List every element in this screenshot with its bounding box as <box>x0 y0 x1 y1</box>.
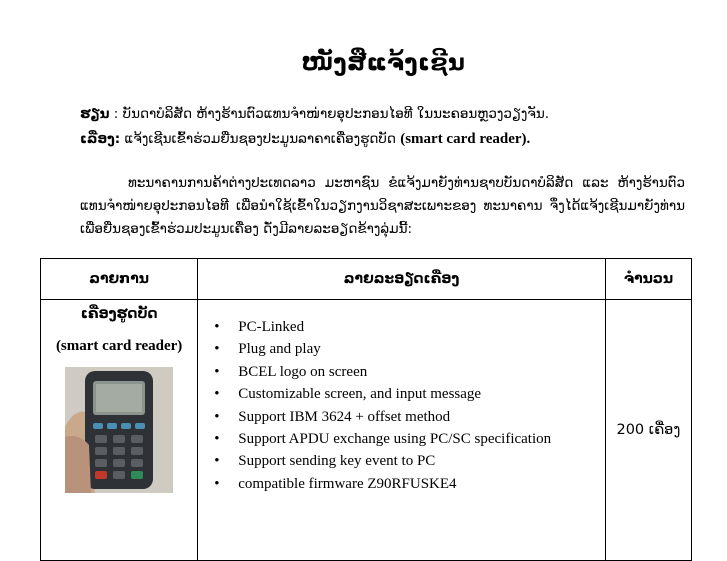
quantity-cell: 200 ເຄື່ອງ <box>605 300 691 561</box>
card-reader-image <box>65 367 173 493</box>
header-details: ລາຍລະອຽດເຄື່ອງ <box>198 259 606 300</box>
list-item: • Support APDU exchange using PC/SC specification <box>214 430 552 447</box>
subject-label: ເລື່ອງ: <box>80 131 121 147</box>
list-item: • BCEL logo on screen <box>214 363 368 380</box>
document-title: ໜັງສືແຈ້ງເຊີນ <box>301 50 466 76</box>
list-item: • Support sending key event to PC <box>214 453 436 470</box>
subject-line <box>80 131 530 148</box>
table-header-row <box>41 259 692 300</box>
body-paragraph: ທະນາຄານການຄ້າຕ່າງປະເທດລາວ ມະຫາຊົນ ຂໍແຈ້ງມາຍັງທ່ານຊາບບັນດາບໍລິສັດ ແລະ ຫ້າງຮ້ານຕົວແທນຈໍາໜ່າຍອຸປະກອນໄອທີ ເພື່ອນໍາໃຊ້ເຂົ້າໃນວຽກງານວິຊາສະເພາະຂອງ ທະນາຄານ ຈຶ່ງໄດ້ແຈ້ງເຊີນມາຍັງທ່ານເພື່ອຍື່ນຊອງເຂົ້າຮ່ວມປະມູນເຄື່ອງ ດັ່ງມີລາຍລະອຽດຂ້າງລຸ່ມນີ້: <box>80 175 685 237</box>
spec-list <box>198 316 605 495</box>
header-quantity: ຈໍານວນ <box>605 259 691 300</box>
list-item: • Customizable screen, and input message <box>214 386 482 403</box>
recipient-line <box>80 106 549 122</box>
item-name: ເຄື່ອງຮູດບັດ <box>80 306 158 322</box>
list-item: • compatible firmware Z90RFUSKE4 <box>214 475 457 492</box>
subject-text: ແຈ້ງເຊີນເຂົ້າຮ່ວມຍື່ນຊອງປະມູນລາຄາເຄື່ອງຮູດບັດ <box>124 131 396 147</box>
recipient-text: : ບັນດາບໍລິສັດ ຫ້າງຮ້ານຕົວແທນຈໍາໜ່າຍອຸປະກອນໄອທີ ໃນນະຄອນຫຼວງວຽງຈັນ. <box>113 106 550 122</box>
card-reader-photo <box>65 367 173 493</box>
item-cell <box>41 300 198 561</box>
details-cell <box>198 300 606 561</box>
header-item: ລາຍການ <box>41 259 198 300</box>
subject-english: (smart card reader). <box>400 131 531 147</box>
item-subtitle: (smart card reader) <box>55 338 183 354</box>
list-item: • Support IBM 3624 + offset method <box>214 408 451 425</box>
table-row <box>41 300 692 561</box>
list-item: • PC-Linked <box>214 319 305 335</box>
recipient-label: ຮຽນ <box>80 106 110 122</box>
list-item: • Plug and play <box>214 341 321 358</box>
